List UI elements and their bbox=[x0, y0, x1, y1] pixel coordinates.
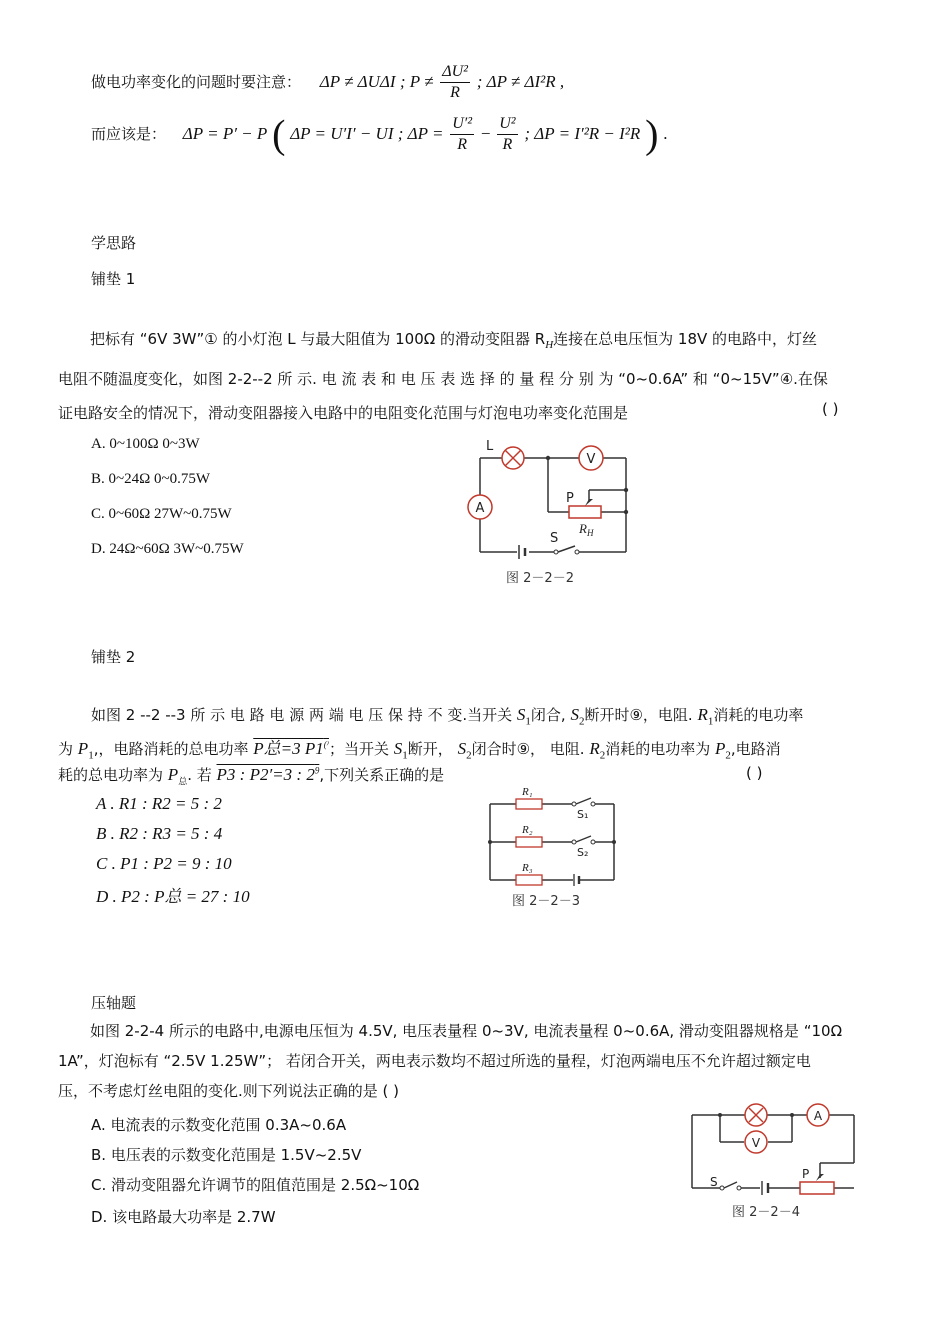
fraction-denominator: R bbox=[457, 136, 468, 153]
q2-text-3b: . 若 bbox=[187, 766, 212, 784]
formula-line-2-a: ΔP = P′ − P bbox=[182, 124, 268, 143]
q3-option-b: B. 电压表的示数变化范围是 1.5V~2.5V bbox=[91, 1146, 362, 1164]
q2-text-2a: 为 bbox=[58, 740, 74, 758]
formula-fraction-3 bbox=[497, 114, 517, 155]
q1-label: 铺垫 1 bbox=[91, 270, 136, 288]
q2-text-2d: 断开， bbox=[407, 740, 453, 758]
expr-ratio: P3 : P2′=3 : $2^9$ bbox=[216, 765, 320, 784]
q1-text-line-1 bbox=[58, 322, 888, 362]
rh-subscript: H bbox=[545, 339, 554, 351]
fraction-numerator: U′² bbox=[450, 114, 474, 135]
formula-fraction-2 bbox=[450, 114, 474, 155]
figure-caption: 图 2－2－3 bbox=[512, 894, 580, 909]
s2-symbol-2: $S_2$ bbox=[457, 739, 472, 762]
q2-label: 铺垫 2 bbox=[91, 648, 136, 666]
q2-option-d: D . P2 : P总 = 27 : 10 bbox=[96, 887, 250, 906]
resistor-r1-icon bbox=[516, 799, 542, 809]
circuit-figure-2-2-4 bbox=[682, 1100, 862, 1224]
formula-line-1-a: ΔP ≠ ΔUΔI ; P ≠ bbox=[319, 72, 434, 91]
formula-line-2-label: 而应该是： bbox=[91, 125, 167, 143]
s2-symbol: $S_2$ bbox=[570, 705, 585, 728]
q3-option-c: C. 滑动变阻器允许调节的阻值范围是 2.5Ω~10Ω bbox=[91, 1176, 420, 1194]
q3-option-d: D. 该电路最大功率是 2.7W bbox=[91, 1208, 276, 1226]
q1-option-c: C. 0~60Ω 27W~0.75W bbox=[91, 506, 232, 522]
r2-symbol: $R_2$ bbox=[589, 739, 606, 762]
rheostat-icon bbox=[569, 506, 601, 518]
fraction-denominator: R bbox=[450, 84, 460, 101]
fraction-denominator: R bbox=[502, 136, 513, 153]
q2-answer-bracket: ( ) bbox=[746, 764, 763, 782]
voltmeter-label: V bbox=[586, 452, 596, 467]
rheostat-icon bbox=[800, 1182, 834, 1194]
q2-text-1a: 如图 2 --2 --3 所 示 电 路 电 源 两 端 电 压 保 持 不 变.当开关 bbox=[91, 706, 513, 724]
q1-option-b: B. 0~24Ω 0~0.75W bbox=[91, 471, 211, 487]
fraction-numerator: ΔU² bbox=[440, 62, 470, 83]
q1-option-d: D. 24Ω~60Ω 3W~0.75W bbox=[91, 541, 244, 557]
q2-option-a: A . R1 : R2 = 5 : 2 bbox=[96, 794, 222, 813]
formula-line-2-b: ΔP = U′I′ − UI ; ΔP = bbox=[290, 124, 444, 143]
r1-label: R₁ bbox=[522, 786, 533, 798]
p-total-symbol: $P_总$ bbox=[167, 765, 188, 787]
q2-text-line-1 bbox=[91, 704, 803, 727]
formula-line-1-b: ; ΔP ≠ ΔI²R , bbox=[476, 72, 565, 91]
q1-text-line-2: 电阻不随温度变化，如图 2-2--2 所 示. 电 流 表 和 电 压 表 选 择 的 量 程 分 别 为 “0~0.6A” 和 “0~15V”④.在保 bbox=[58, 370, 828, 388]
q1-text bbox=[58, 322, 888, 430]
switch-s1-icon bbox=[576, 798, 591, 804]
figure-caption: 图 2－2－2 bbox=[506, 571, 574, 586]
p2-symbol: $P_2$ bbox=[715, 739, 731, 762]
slider-label: P bbox=[566, 491, 574, 506]
switch-icon bbox=[558, 546, 575, 552]
switch-s2-icon bbox=[576, 836, 591, 842]
q1-answer-bracket: ( ) bbox=[822, 400, 839, 418]
s1-symbol-2: $S_1$ bbox=[393, 739, 408, 762]
circuit-figure-2-2-3 bbox=[480, 784, 630, 912]
formula-fraction-1 bbox=[440, 62, 470, 103]
resistor-r3-icon bbox=[516, 875, 542, 885]
q1-option-a: A. 0~100Ω 0~3W bbox=[91, 436, 200, 452]
switch-label: S bbox=[710, 1175, 718, 1189]
q3-label: 压轴题 bbox=[91, 994, 137, 1012]
rheostat-label: $R_H$ bbox=[579, 521, 594, 538]
ammeter-label: A bbox=[475, 501, 485, 516]
minus-sign: − bbox=[480, 124, 491, 143]
formula-line-2 bbox=[91, 110, 667, 158]
voltmeter-label: V bbox=[751, 1136, 761, 1150]
p1-symbol: $P_1$ bbox=[77, 739, 94, 762]
r2-label: R₂ bbox=[522, 824, 533, 836]
formula-line-1 bbox=[91, 62, 564, 102]
q2-option-b: B . R2 : R3 = 5 : 4 bbox=[96, 824, 223, 843]
q2-text-line-3 bbox=[58, 764, 444, 787]
formula-line-1-label: 做电功率变化的问题时要注意： bbox=[91, 73, 302, 91]
formula-line-2-end: . bbox=[663, 124, 668, 143]
switch-icon bbox=[724, 1182, 737, 1188]
fraction-numerator: U² bbox=[497, 114, 517, 135]
switch-label: S bbox=[550, 531, 559, 546]
q2-text-1d: 消耗的电功率 bbox=[713, 706, 804, 724]
q3-text bbox=[58, 1016, 888, 1106]
right-paren: ) bbox=[645, 111, 659, 157]
q1-text-line-1b: 连接在总电压恒为 18V 的电路中，灯丝 bbox=[553, 330, 818, 348]
section-title: 学思路 bbox=[91, 234, 137, 252]
q3-option-a: A. 电流表的示数变化范围 0.3A~0.6A bbox=[91, 1116, 347, 1134]
q3-text-line-3: 压，不考虑灯丝电阻的变化.则下列说法正确的是 ( ) bbox=[58, 1082, 400, 1100]
r3-label: R₃ bbox=[522, 862, 533, 874]
r1-symbol: $R_1$ bbox=[697, 705, 714, 728]
figure-caption: 图 2－2－4 bbox=[732, 1205, 800, 1220]
formula-line-2-c: ; ΔP = I′²R − I²R bbox=[524, 124, 641, 143]
ammeter-label: A bbox=[813, 1109, 823, 1123]
q3-text-line-1: 如图 2-2-4 所示的电路中,电源电压恒为 4.5V, 电压表量程 0~3V, 电流表量程 0~0.6A, 滑动变阻器规格是 “10Ω bbox=[90, 1022, 843, 1040]
circuit-figure-2-2-2 bbox=[462, 436, 642, 592]
q2-text-1b: 闭合, bbox=[530, 706, 566, 724]
q2-text-2e: 闭合时⑨， 电阻. bbox=[471, 740, 585, 758]
s1-label: S₁ bbox=[577, 808, 589, 821]
q2-text-1c: 断开时⑨，电阻. bbox=[584, 706, 693, 724]
q2-text-3c: ,下列关系正确的是 bbox=[319, 766, 445, 784]
resistor-r2-icon bbox=[516, 837, 542, 847]
q2-text-2f: 消耗的电功率为 bbox=[605, 740, 711, 758]
left-paren: ( bbox=[272, 111, 286, 157]
s2-label: S₂ bbox=[577, 846, 589, 859]
q2-text-3a: 耗的总电功率为 bbox=[58, 766, 164, 784]
lamp-label: L bbox=[486, 439, 494, 454]
q2-text-2b: ,，电路消耗的总电功率 bbox=[93, 740, 249, 758]
q3-text-line-2: 1A”，灯泡标有 “2.5V 1.25W”； 若闭合开关，两电表示数均不超过所选的量程，灯泡两端电压不允许超过额定电 bbox=[58, 1052, 811, 1070]
q2-option-c: C . P1 : P2 = 9 : 10 bbox=[96, 854, 232, 873]
q2-text-line-2 bbox=[58, 734, 781, 761]
q2-text-2g: ,电路消 bbox=[730, 740, 781, 758]
q1-text-line-3: 证电路安全的情况下，滑动变阻器接入电路中的电阻变化范围与灯泡电功率变化范围是 bbox=[58, 404, 629, 422]
s1-symbol: $S_1$ bbox=[516, 705, 531, 728]
expr-p-total-eq: P总=3 P1(⁾ bbox=[253, 739, 329, 758]
q2-text-2c: ；当开关 bbox=[328, 740, 389, 758]
slider-label: P bbox=[802, 1167, 810, 1181]
q1-text-line-1a: 把标有 “6V 3W”① 的小灯泡 L 与最大阻值为 100Ω 的滑动变阻器 R bbox=[90, 330, 546, 348]
